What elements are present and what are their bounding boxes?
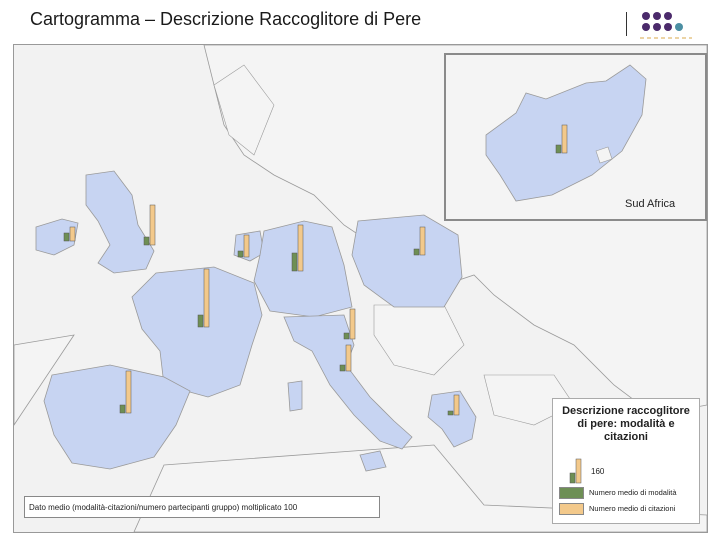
paesi-bassi-modalita-bar <box>238 251 243 257</box>
grecia-modalita-bar <box>448 411 453 415</box>
germania-modalita-bar <box>292 253 297 271</box>
island-sardinia <box>288 381 302 411</box>
sud-africa-citazioni-bar <box>562 125 567 153</box>
legend-label-citazioni: Numero medio di citazioni <box>589 504 676 513</box>
page-title: Cartogramma – Descrizione Raccoglitore di Pere <box>30 9 422 29</box>
south-africa-map <box>446 55 705 219</box>
legend-label-modalita: Numero medio di modalità <box>589 488 677 497</box>
legend-title: Descrizione raccoglitore di pere: modalità e citazioni <box>562 405 690 443</box>
polonia-citazioni-bar <box>420 227 425 255</box>
regno-unito-modalita-bar <box>144 237 149 245</box>
title-divider <box>626 12 627 36</box>
logo-dots-icon <box>640 10 692 44</box>
francia-modalita-bar <box>198 315 203 327</box>
francia-citazioni-bar <box>204 269 209 327</box>
map-area <box>13 44 708 533</box>
germania-citazioni-bar <box>298 225 303 271</box>
italia-nord-citazioni-bar <box>350 309 355 339</box>
regno-unito-citazioni-bar <box>150 205 155 245</box>
italia-nord-modalita-bar <box>344 333 349 339</box>
spagna-citazioni-bar <box>126 371 131 413</box>
legend-scale-value: 160 <box>591 467 605 476</box>
inset-label: Sud Africa <box>625 198 676 210</box>
italia-centro-citazioni-bar <box>346 345 351 371</box>
country-poland <box>352 215 462 307</box>
legend-swatch-modalita <box>559 487 584 499</box>
grecia-citazioni-bar <box>454 395 459 415</box>
irlanda-modalita-bar <box>64 233 69 241</box>
legend-sample-bar-icon <box>569 457 585 485</box>
country-uk <box>86 171 154 273</box>
footnote: Dato medio (modalità-citazioni/numero partecipanti gruppo) moltiplicato 100 <box>24 496 380 518</box>
legend-swatch-citazioni <box>559 503 584 515</box>
paesi-bassi-citazioni-bar <box>244 235 249 257</box>
country-spain <box>44 365 190 469</box>
south-africa-inset <box>444 53 707 221</box>
spagna-modalita-bar <box>120 405 125 413</box>
country-greece <box>428 391 476 447</box>
irlanda-citazioni-bar <box>70 227 75 241</box>
polonia-modalita-bar <box>414 249 419 255</box>
sud-africa-modalita-bar <box>556 145 561 153</box>
legend <box>552 398 700 524</box>
italia-centro-modalita-bar <box>340 365 345 371</box>
